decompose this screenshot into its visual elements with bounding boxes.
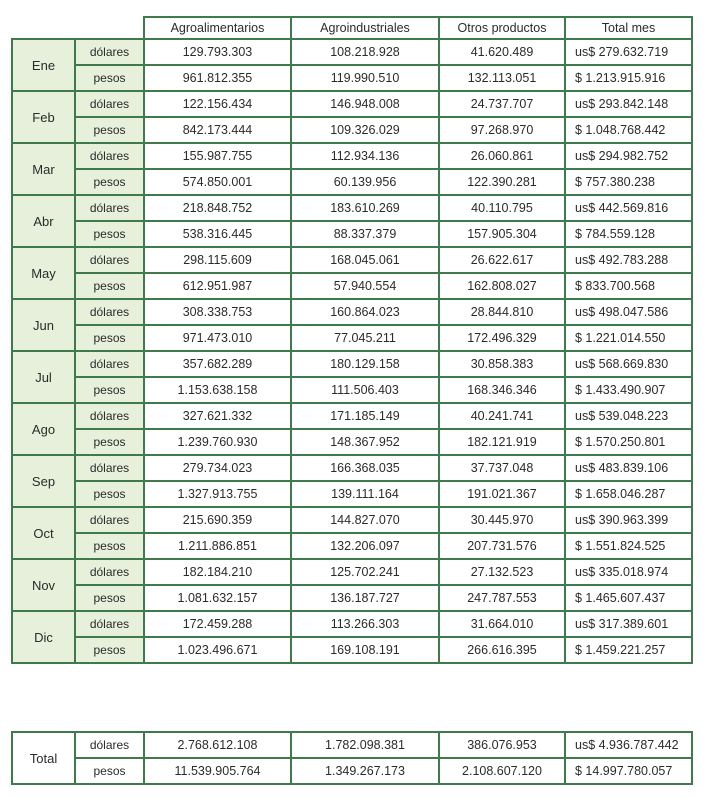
row-jul-usd [12, 351, 692, 377]
month-label-jun: Jun [12, 299, 75, 351]
row-abr-ars [12, 221, 692, 247]
cell-mar-usd-agroindustriales: 112.934.136 [291, 143, 439, 169]
cell-oct-usd-total: us$ 390.963.399 [565, 507, 692, 533]
cell-dic-ars-agroalimentarios: 1.023.496.671 [144, 637, 291, 663]
cell-ene-ars-agroalimentarios: 961.812.355 [144, 65, 291, 91]
cell-may-ars-total: $ 833.700.568 [565, 273, 692, 299]
row-may-ars [12, 273, 692, 299]
row-dic-usd [12, 611, 692, 637]
cell-abr-ars-total: $ 784.559.128 [565, 221, 692, 247]
row-feb-usd [12, 91, 692, 117]
row-ago-ars [12, 429, 692, 455]
cell-ene-usd-agroalimentarios: 129.793.303 [144, 39, 291, 65]
total-ars-agroalimentarios: 11.539.905.764 [144, 758, 291, 784]
cell-abr-ars-agroalimentarios: 538.316.445 [144, 221, 291, 247]
header-row [12, 17, 692, 39]
cell-jun-usd-otros: 28.844.810 [439, 299, 565, 325]
cell-ene-ars-total: $ 1.213.915.916 [565, 65, 692, 91]
unit-label-ars: pesos [75, 637, 144, 663]
unit-label-ars: pesos [75, 585, 144, 611]
unit-label-usd: dólares [75, 732, 144, 758]
row-oct-usd [12, 507, 692, 533]
row-jul-ars [12, 377, 692, 403]
unit-label-ars: pesos [75, 481, 144, 507]
cell-may-usd-total: us$ 492.783.288 [565, 247, 692, 273]
row-may-usd [12, 247, 692, 273]
row-mar-usd [12, 143, 692, 169]
unit-label-usd: dólares [75, 455, 144, 481]
monthly-exports-table [11, 16, 693, 664]
cell-dic-usd-otros: 31.664.010 [439, 611, 565, 637]
total-label: Total [12, 732, 75, 784]
total-row-ars [12, 758, 692, 784]
cell-ene-usd-total: us$ 279.632.719 [565, 39, 692, 65]
month-label-sep: Sep [12, 455, 75, 507]
cell-mar-ars-agroindustriales: 60.139.956 [291, 169, 439, 195]
cell-dic-usd-agroindustriales: 113.266.303 [291, 611, 439, 637]
row-sep-usd [12, 455, 692, 481]
unit-label-usd: dólares [75, 611, 144, 637]
cell-ago-usd-total: us$ 539.048.223 [565, 403, 692, 429]
cell-feb-usd-agroalimentarios: 122.156.434 [144, 91, 291, 117]
cell-oct-ars-agroindustriales: 132.206.097 [291, 533, 439, 559]
cell-sep-ars-agroalimentarios: 1.327.913.755 [144, 481, 291, 507]
month-label-nov: Nov [12, 559, 75, 611]
cell-sep-usd-total: us$ 483.839.106 [565, 455, 692, 481]
unit-label-ars: pesos [75, 325, 144, 351]
month-label-mar: Mar [12, 143, 75, 195]
cell-feb-usd-total: us$ 293.842.148 [565, 91, 692, 117]
cell-dic-ars-otros: 266.616.395 [439, 637, 565, 663]
unit-label-usd: dólares [75, 247, 144, 273]
cell-feb-ars-total: $ 1.048.768.442 [565, 117, 692, 143]
month-label-abr: Abr [12, 195, 75, 247]
unit-label-usd: dólares [75, 143, 144, 169]
unit-label-usd: dólares [75, 351, 144, 377]
row-mar-ars [12, 169, 692, 195]
cell-feb-ars-otros: 97.268.970 [439, 117, 565, 143]
total-usd-agroalimentarios: 2.768.612.108 [144, 732, 291, 758]
month-label-oct: Oct [12, 507, 75, 559]
cell-ago-ars-otros: 182.121.919 [439, 429, 565, 455]
cell-mar-usd-otros: 26.060.861 [439, 143, 565, 169]
cell-ago-usd-agroindustriales: 171.185.149 [291, 403, 439, 429]
cell-jun-usd-total: us$ 498.047.586 [565, 299, 692, 325]
cell-mar-ars-total: $ 757.380.238 [565, 169, 692, 195]
cell-jul-ars-agroindustriales: 111.506.403 [291, 377, 439, 403]
cell-feb-ars-agroalimentarios: 842.173.444 [144, 117, 291, 143]
month-label-feb: Feb [12, 91, 75, 143]
total-usd-agroindustriales: 1.782.098.381 [291, 732, 439, 758]
row-dic-ars [12, 637, 692, 663]
cell-abr-usd-agroindustriales: 183.610.269 [291, 195, 439, 221]
cell-jul-usd-total: us$ 568.669.830 [565, 351, 692, 377]
totals-table [11, 731, 693, 785]
unit-label-ars: pesos [75, 377, 144, 403]
row-ago-usd [12, 403, 692, 429]
cell-nov-ars-agroalimentarios: 1.081.632.157 [144, 585, 291, 611]
row-oct-ars [12, 533, 692, 559]
cell-feb-usd-otros: 24.737.707 [439, 91, 565, 117]
total-ars-agroindustriales: 1.349.267.173 [291, 758, 439, 784]
cell-abr-usd-total: us$ 442.569.816 [565, 195, 692, 221]
cell-nov-usd-otros: 27.132.523 [439, 559, 565, 585]
cell-ene-usd-agroindustriales: 108.218.928 [291, 39, 439, 65]
unit-label-usd: dólares [75, 195, 144, 221]
cell-oct-usd-agroalimentarios: 215.690.359 [144, 507, 291, 533]
cell-abr-usd-otros: 40.110.795 [439, 195, 565, 221]
total-row-usd [12, 732, 692, 758]
unit-label-ars: pesos [75, 429, 144, 455]
cell-ago-ars-agroalimentarios: 1.239.760.930 [144, 429, 291, 455]
cell-nov-ars-otros: 247.787.553 [439, 585, 565, 611]
cell-ago-ars-agroindustriales: 148.367.952 [291, 429, 439, 455]
cell-sep-usd-agroalimentarios: 279.734.023 [144, 455, 291, 481]
month-label-jul: Jul [12, 351, 75, 403]
cell-oct-ars-total: $ 1.551.824.525 [565, 533, 692, 559]
cell-sep-ars-otros: 191.021.367 [439, 481, 565, 507]
header-total: Total mes [565, 17, 692, 39]
cell-jul-ars-agroalimentarios: 1.153.638.158 [144, 377, 291, 403]
month-label-ene: Ene [12, 39, 75, 91]
month-label-ago: Ago [12, 403, 75, 455]
cell-ene-ars-otros: 132.113.051 [439, 65, 565, 91]
cell-abr-usd-agroalimentarios: 218.848.752 [144, 195, 291, 221]
cell-sep-ars-total: $ 1.658.046.287 [565, 481, 692, 507]
cell-ago-ars-total: $ 1.570.250.801 [565, 429, 692, 455]
unit-label-ars: pesos [75, 273, 144, 299]
cell-mar-ars-otros: 122.390.281 [439, 169, 565, 195]
cell-oct-ars-otros: 207.731.576 [439, 533, 565, 559]
cell-jul-ars-total: $ 1.433.490.907 [565, 377, 692, 403]
row-jun-usd [12, 299, 692, 325]
cell-ago-usd-otros: 40.241.741 [439, 403, 565, 429]
cell-may-usd-agroindustriales: 168.045.061 [291, 247, 439, 273]
cell-jul-usd-agroalimentarios: 357.682.289 [144, 351, 291, 377]
row-abr-usd [12, 195, 692, 221]
unit-label-ars: pesos [75, 65, 144, 91]
header-blank [12, 17, 144, 39]
row-nov-ars [12, 585, 692, 611]
cell-may-usd-otros: 26.622.617 [439, 247, 565, 273]
cell-mar-ars-agroalimentarios: 574.850.001 [144, 169, 291, 195]
cell-oct-ars-agroalimentarios: 1.211.886.851 [144, 533, 291, 559]
cell-nov-ars-agroindustriales: 136.187.727 [291, 585, 439, 611]
cell-jun-ars-total: $ 1.221.014.550 [565, 325, 692, 351]
total-ars-total: $ 14.997.780.057 [565, 758, 692, 784]
cell-sep-usd-agroindustriales: 166.368.035 [291, 455, 439, 481]
row-ene-usd [12, 39, 692, 65]
unit-label-ars: pesos [75, 533, 144, 559]
cell-jul-ars-otros: 168.346.346 [439, 377, 565, 403]
row-nov-usd [12, 559, 692, 585]
cell-may-ars-agroindustriales: 57.940.554 [291, 273, 439, 299]
cell-nov-usd-agroalimentarios: 182.184.210 [144, 559, 291, 585]
cell-may-usd-agroalimentarios: 298.115.609 [144, 247, 291, 273]
cell-mar-usd-agroalimentarios: 155.987.755 [144, 143, 291, 169]
cell-oct-usd-agroindustriales: 144.827.070 [291, 507, 439, 533]
cell-may-ars-otros: 162.808.027 [439, 273, 565, 299]
cell-jun-usd-agroindustriales: 160.864.023 [291, 299, 439, 325]
total-usd-total: us$ 4.936.787.442 [565, 732, 692, 758]
cell-sep-usd-otros: 37.737.048 [439, 455, 565, 481]
unit-label-ars: pesos [75, 221, 144, 247]
cell-ago-usd-agroalimentarios: 327.621.332 [144, 403, 291, 429]
unit-label-usd: dólares [75, 299, 144, 325]
unit-label-usd: dólares [75, 39, 144, 65]
month-label-may: May [12, 247, 75, 299]
cell-jun-ars-agroalimentarios: 971.473.010 [144, 325, 291, 351]
cell-ene-usd-otros: 41.620.489 [439, 39, 565, 65]
cell-jul-usd-agroindustriales: 180.129.158 [291, 351, 439, 377]
unit-label-ars: pesos [75, 758, 144, 784]
cell-feb-usd-agroindustriales: 146.948.008 [291, 91, 439, 117]
month-label-dic: Dic [12, 611, 75, 663]
unit-label-ars: pesos [75, 169, 144, 195]
unit-label-usd: dólares [75, 403, 144, 429]
cell-sep-ars-agroindustriales: 139.111.164 [291, 481, 439, 507]
header-otros: Otros productos [439, 17, 565, 39]
cell-dic-ars-agroindustriales: 169.108.191 [291, 637, 439, 663]
cell-ene-ars-agroindustriales: 119.990.510 [291, 65, 439, 91]
cell-jun-ars-agroindustriales: 77.045.211 [291, 325, 439, 351]
row-feb-ars [12, 117, 692, 143]
cell-nov-usd-agroindustriales: 125.702.241 [291, 559, 439, 585]
header-agroalimentarios: Agroalimentarios [144, 17, 291, 39]
cell-mar-usd-total: us$ 294.982.752 [565, 143, 692, 169]
header-agroindustriales: Agroindustriales [291, 17, 439, 39]
unit-label-usd: dólares [75, 91, 144, 117]
cell-abr-ars-agroindustriales: 88.337.379 [291, 221, 439, 247]
cell-oct-usd-otros: 30.445.970 [439, 507, 565, 533]
cell-dic-usd-agroalimentarios: 172.459.288 [144, 611, 291, 637]
cell-abr-ars-otros: 157.905.304 [439, 221, 565, 247]
cell-nov-usd-total: us$ 335.018.974 [565, 559, 692, 585]
cell-jun-ars-otros: 172.496.329 [439, 325, 565, 351]
row-jun-ars [12, 325, 692, 351]
unit-label-usd: dólares [75, 507, 144, 533]
cell-dic-ars-total: $ 1.459.221.257 [565, 637, 692, 663]
total-ars-otros: 2.108.607.120 [439, 758, 565, 784]
cell-nov-ars-total: $ 1.465.607.437 [565, 585, 692, 611]
total-usd-otros: 386.076.953 [439, 732, 565, 758]
cell-dic-usd-total: us$ 317.389.601 [565, 611, 692, 637]
unit-label-ars: pesos [75, 117, 144, 143]
unit-label-usd: dólares [75, 559, 144, 585]
row-sep-ars [12, 481, 692, 507]
row-ene-ars [12, 65, 692, 91]
cell-may-ars-agroalimentarios: 612.951.987 [144, 273, 291, 299]
cell-jun-usd-agroalimentarios: 308.338.753 [144, 299, 291, 325]
cell-jul-usd-otros: 30.858.383 [439, 351, 565, 377]
cell-feb-ars-agroindustriales: 109.326.029 [291, 117, 439, 143]
